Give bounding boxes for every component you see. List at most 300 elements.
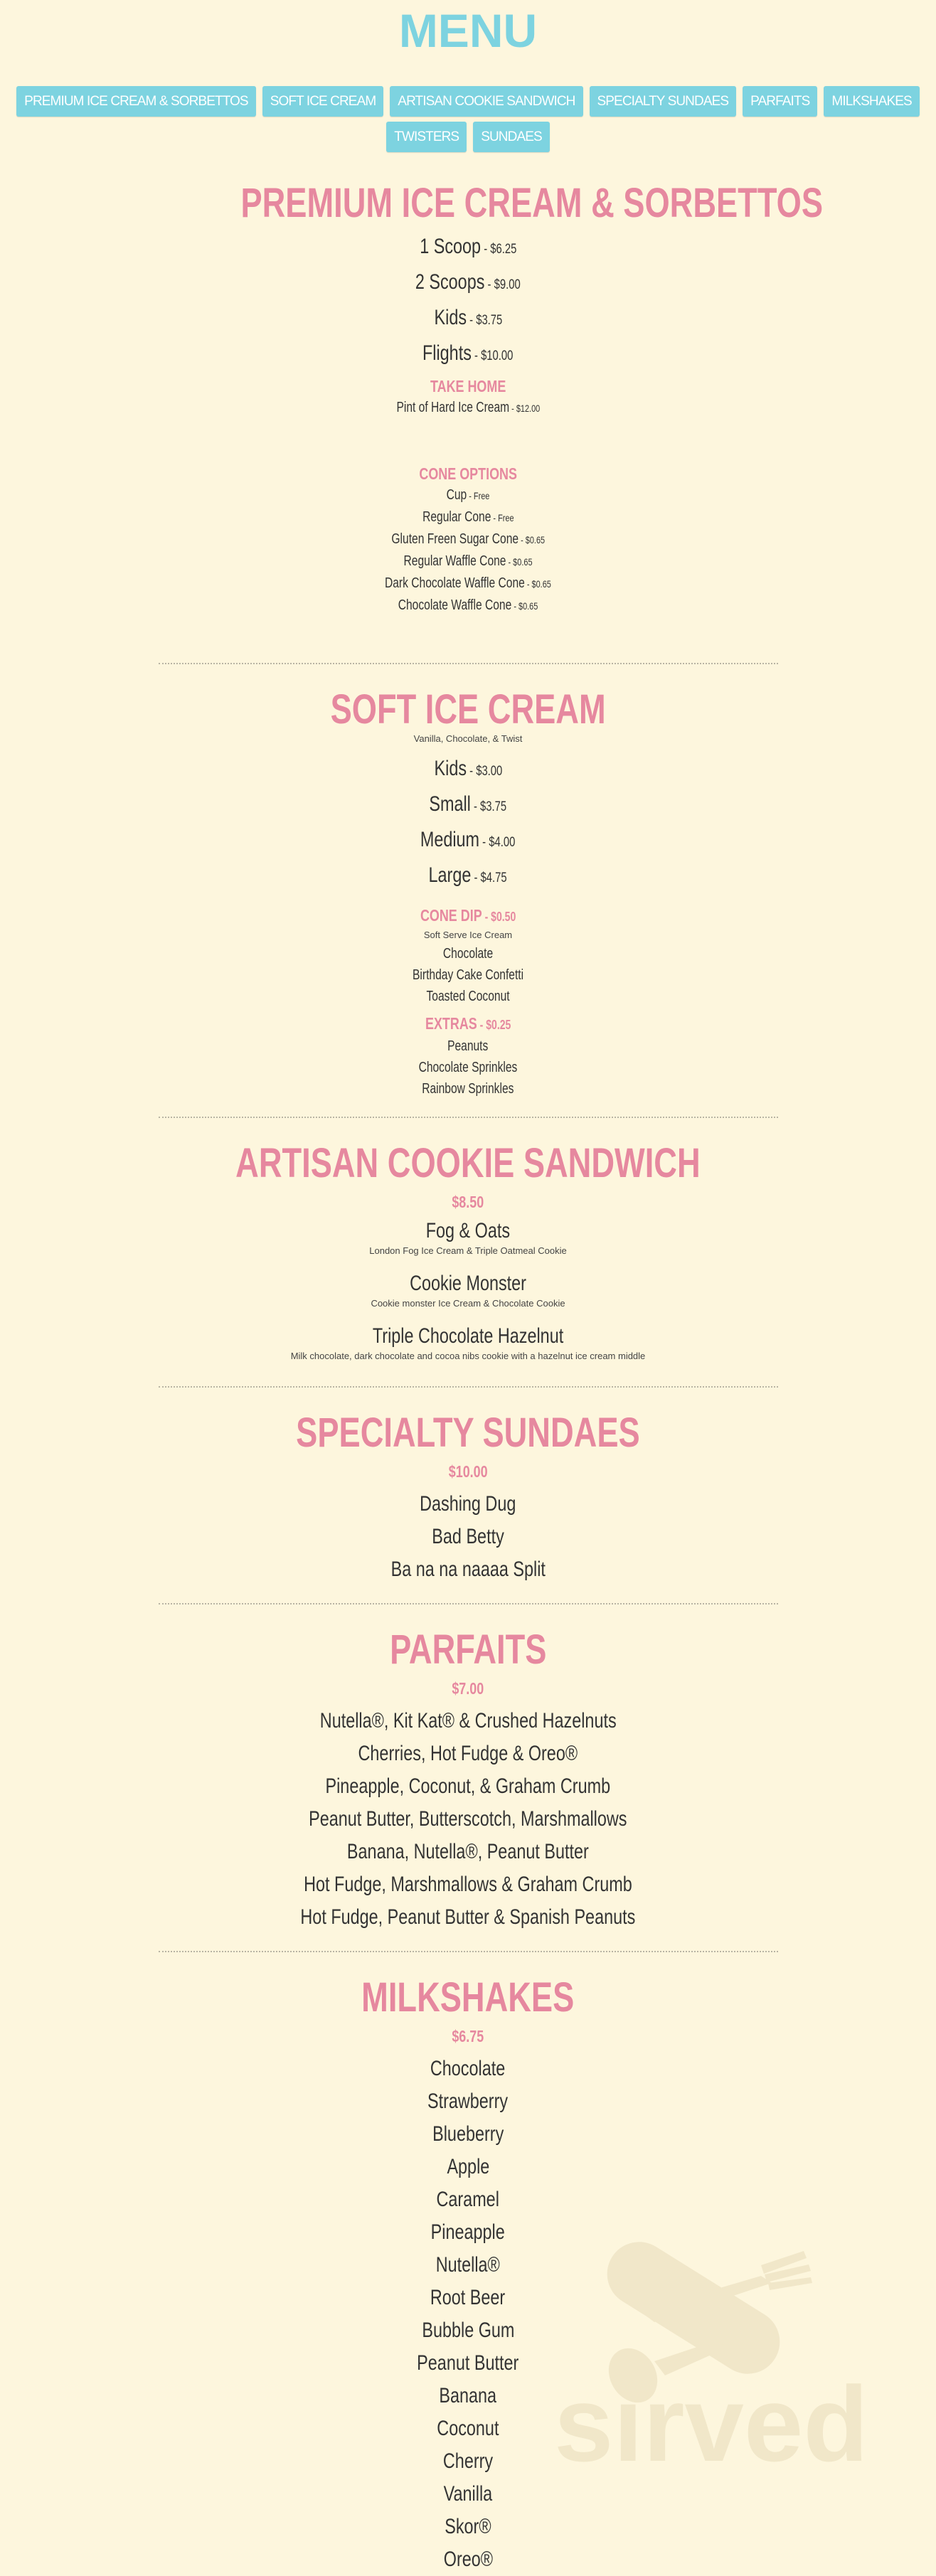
- condensed-text: [415, 266, 521, 302]
- menu-item-name: Apple: [447, 2155, 489, 2178]
- menu-item: [159, 1836, 778, 1868]
- menu-item-name: Toasted Coconut: [426, 989, 510, 1004]
- condensed-text: [301, 1901, 636, 1934]
- group-heading-text: CONE OPTIONS: [419, 464, 517, 483]
- menu-item-name: Kids: [434, 306, 467, 329]
- menu-item-name-row: [159, 2347, 778, 2380]
- menu-item-name-row: [159, 2183, 778, 2216]
- menu-item: [159, 859, 778, 895]
- menu-item-name: Pint of Hard Ice Cream: [396, 400, 509, 415]
- condensed-text: [426, 986, 509, 1007]
- menu-item-name-row: [159, 528, 778, 550]
- menu-item-name-row: [159, 2314, 778, 2347]
- menu-item-name: Fog & Oats: [425, 1219, 511, 1242]
- menu-item-name-row: [159, 484, 778, 506]
- condensed-text: [452, 1191, 484, 1213]
- section-title: [159, 1412, 778, 1454]
- menu-item: [159, 1057, 778, 1078]
- section-title: [159, 1976, 778, 2019]
- menu-item-name: Vanilla: [443, 2482, 493, 2506]
- condensed-text: [437, 2412, 499, 2445]
- menu-item-name-row: [159, 1803, 778, 1836]
- menu-item: [159, 1553, 778, 1586]
- group-heading: [159, 376, 778, 397]
- menu-item: [159, 573, 778, 595]
- menu-item: [159, 2347, 778, 2380]
- menu-item-name: Hot Fudge, Marshmallows & Graham Crumb: [304, 1873, 632, 1896]
- menu-item-name: Chocolate: [430, 2057, 506, 2080]
- menu-item-name: Large: [428, 863, 472, 887]
- condensed-text: [296, 1412, 639, 1454]
- group-heading-price-value: $0.50: [491, 910, 516, 924]
- menu-item: [159, 2118, 778, 2151]
- menu-item: [159, 752, 778, 788]
- menu-item: [159, 484, 778, 506]
- menu-item: [159, 1901, 778, 1934]
- condensed-text: [447, 2151, 489, 2183]
- menu-item-name-row: [159, 1705, 778, 1737]
- menu-group: [159, 1705, 778, 1934]
- section-title-text: PREMIUM ICE CREAM & SORBETTOS: [240, 180, 823, 226]
- menu-item-name-row: [159, 1737, 778, 1770]
- menu-item-name-row: [159, 573, 778, 595]
- menu-item-name-row: [159, 2380, 778, 2412]
- menu-item-name-row: [159, 1901, 778, 1934]
- section-title: [159, 180, 823, 226]
- condensed-text: [426, 1218, 510, 1244]
- condensed-text: [373, 1324, 563, 1349]
- menu-item: [159, 2412, 778, 2445]
- menu-item-name-row: [159, 550, 778, 573]
- menu-item: [159, 506, 778, 528]
- menu-item: [159, 788, 778, 824]
- condensed-text: [309, 1803, 627, 1836]
- menu-item-name: Peanuts: [447, 1038, 489, 1054]
- condensed-text: [413, 964, 523, 986]
- menu-item: [159, 1218, 778, 1258]
- section-title-text: SOFT ICE CREAM: [330, 686, 606, 733]
- menu-item-name-row: [159, 230, 778, 266]
- section-title: [159, 688, 778, 731]
- section-artisan-cookie-sandwich: [159, 1142, 778, 1388]
- menu-item-name: Cherries, Hot Fudge & Oreo®: [358, 1742, 578, 1765]
- menu-item-name-row: [159, 752, 778, 788]
- group-heading-text: CONE DIP: [420, 906, 482, 925]
- menu-item-price-value: Free: [473, 490, 490, 501]
- menu-item: [159, 1803, 778, 1836]
- condensed-text: [425, 1013, 511, 1036]
- menu-item: [159, 2445, 778, 2478]
- menu-item-name: Root Beer: [430, 2286, 506, 2309]
- condensed-text: [447, 484, 490, 506]
- section-price-text: $8.50: [452, 1193, 484, 1211]
- group-heading: [159, 1013, 778, 1036]
- menu-item: [159, 986, 778, 1007]
- condensed-text: [432, 1521, 504, 1553]
- menu-item: [159, 943, 778, 964]
- menu-item-description: Cookie monster Ice Cream & Chocolate Cookie: [371, 1298, 565, 1309]
- watermark-text: sirved: [554, 2364, 868, 2468]
- menu-item: [159, 1737, 778, 1770]
- nav-button-sundaes[interactable]: SUNDAES: [473, 122, 550, 152]
- menu-item-name: Coconut: [437, 2417, 499, 2440]
- menu-item-name: Banana: [439, 2384, 497, 2407]
- menu-item-price: - $6.25: [480, 242, 517, 257]
- section-divider: [159, 1386, 778, 1388]
- menu-item: [159, 964, 778, 986]
- section-title: [159, 1629, 778, 1671]
- menu-item-description: Milk chocolate, dark chocolate and cocoa nibs cookie with a hazelnut ice cream middle: [290, 1351, 646, 1361]
- menu-item-price: - $3.75: [471, 799, 507, 814]
- menu-item: [159, 2216, 778, 2249]
- condensed-text: [320, 1705, 617, 1737]
- menu-item-description: London Fog Ice Cream & Triple Oatmeal Cookie: [369, 1245, 567, 1256]
- condensed-text: [410, 1271, 526, 1297]
- menu-item: [159, 2380, 778, 2412]
- menu-group: [159, 376, 778, 419]
- menu-item: [159, 2053, 778, 2085]
- menu-item: [159, 302, 778, 337]
- menu-item-name-row: [159, 2511, 778, 2543]
- condensed-text: [452, 1678, 484, 1699]
- menu-item-name-row: [159, 1057, 778, 1078]
- condensed-text: [330, 688, 605, 731]
- menu-item-price-value: $12.00: [516, 403, 540, 414]
- menu-item-price: - $9.00: [484, 277, 521, 292]
- menu-item-name-row: [159, 1521, 778, 1553]
- condensed-text: [452, 2026, 484, 2047]
- menu-item-name-row: [159, 788, 778, 824]
- condensed-text: [447, 1036, 488, 1057]
- section-subtitle: Vanilla, Chocolate, & Twist: [413, 733, 523, 744]
- condensed-text: [419, 1057, 518, 1078]
- condensed-text: [358, 1737, 578, 1770]
- group-heading-price-value: $0.25: [486, 1018, 511, 1032]
- menu-item-name-row: [159, 824, 778, 859]
- menu-item-price-value: $4.75: [480, 871, 508, 885]
- condensed-text: [436, 2249, 500, 2282]
- condensed-text: [391, 528, 545, 550]
- menu-item: [159, 595, 778, 617]
- condensed-text: [430, 788, 507, 824]
- menu-item-name-row: [159, 1271, 778, 1297]
- menu-item: [159, 1271, 778, 1311]
- menu-item: [159, 2183, 778, 2216]
- condensed-text: [443, 943, 493, 964]
- menu-item-name: Skor®: [445, 2515, 491, 2538]
- section-price: [159, 1678, 778, 1699]
- menu-item: [159, 1770, 778, 1803]
- menu-item-name-row: [159, 2445, 778, 2478]
- group-heading-text: TAKE HOME: [430, 377, 506, 395]
- menu-item: [159, 2478, 778, 2511]
- menu-group: [159, 1488, 778, 1586]
- menu-item: [159, 2543, 778, 2576]
- menu-item-name-row: [159, 1488, 778, 1521]
- condensed-text: [427, 2085, 508, 2118]
- nav-button-premium-ice-cream-sorbettos[interactable]: PREMIUM ICE CREAM & SORBETTOS: [16, 86, 256, 117]
- menu-item-price: - Free: [491, 512, 514, 523]
- menu-item: [159, 2314, 778, 2347]
- menu-item-name-row: [159, 2118, 778, 2151]
- section-specialty-sundaes: [159, 1412, 778, 1604]
- menu-item: [159, 337, 778, 373]
- menu-item: [159, 2511, 778, 2543]
- condensed-text: [420, 824, 515, 859]
- category-nav: [6, 86, 930, 152]
- condensed-text: [422, 506, 514, 528]
- group-note: Soft Serve Ice Cream: [423, 930, 513, 940]
- menu-group: [159, 463, 778, 617]
- menu-item-name: Cup: [446, 487, 467, 503]
- condensed-text: [430, 2282, 505, 2314]
- menu-item-name: Chocolate Waffle Cone: [398, 597, 512, 613]
- section-premium-ice-cream: [159, 180, 823, 664]
- section-divider: [159, 1117, 778, 1118]
- section-milkshakes: [159, 1976, 778, 2576]
- menu-item-name-row: [159, 2085, 778, 2118]
- condensed-text: [422, 2314, 514, 2347]
- menu-item-name-row: [159, 859, 778, 895]
- menu-item: [159, 1036, 778, 1057]
- menu-item: [159, 528, 778, 550]
- menu-item-price: - $12.00: [509, 403, 540, 414]
- menu-group: [159, 2053, 778, 2576]
- menu-item: [159, 230, 778, 266]
- menu-item-name: Dark Chocolate Waffle Cone: [385, 575, 525, 591]
- menu-item-price-value: $9.00: [494, 277, 521, 292]
- menu-item-name: Medium: [420, 828, 480, 851]
- menu-group: [159, 230, 778, 373]
- condensed-text: [437, 2183, 499, 2216]
- menu-item-name: Ba na na naaaa Split: [390, 1558, 546, 1581]
- group-heading-price: - $0.50: [482, 910, 516, 924]
- condensed-text: [429, 859, 507, 895]
- menu-item-name: Cherry: [442, 2449, 494, 2473]
- menu-item-price: - $4.00: [479, 835, 516, 850]
- menu-item-name: Chocolate Sprinkles: [418, 1060, 518, 1075]
- menu-item-name: Blueberry: [432, 2122, 504, 2146]
- section-price-text: $7.00: [452, 1679, 484, 1698]
- condensed-text: [443, 2543, 492, 2576]
- menu-item-name: Regular Waffle Cone: [403, 553, 506, 569]
- menu-item-name: 1 Scoop: [419, 235, 481, 258]
- section-price: [159, 1461, 778, 1482]
- menu-item-name: Triple Chocolate Hazelnut: [372, 1324, 564, 1348]
- nav-button-twisters[interactable]: TWISTERS: [386, 122, 467, 152]
- condensed-text: [440, 2380, 497, 2412]
- menu-item-name-row: [159, 964, 778, 986]
- menu-item: [159, 1324, 778, 1363]
- menu-item-name-row: [159, 2543, 778, 2576]
- section-title-text: SPECIALTY SUNDAES: [296, 1410, 640, 1456]
- condensed-text: [434, 752, 502, 788]
- menu-item-name: Gluten Freen Sugar Cone: [391, 531, 518, 547]
- menu-item-name-row: [159, 1868, 778, 1901]
- menu-item-name-row: [159, 2478, 778, 2511]
- condensed-text: [235, 1142, 700, 1185]
- menu-item-name-row: [159, 2249, 778, 2282]
- section-title-text: MILKSHAKES: [361, 1974, 575, 2021]
- menu-item-name: Dashing Dug: [420, 1492, 516, 1516]
- menu-item-price-value: $3.75: [475, 313, 502, 328]
- menu-item-name: Nutella®, Kit Kat® & Crushed Hazelnuts: [319, 1709, 617, 1733]
- menu-item-name-row: [159, 506, 778, 528]
- menu-item-name: Peanut Butter: [417, 2351, 519, 2375]
- condensed-text: [361, 1976, 574, 2019]
- menu-item-name-row: [159, 1218, 778, 1244]
- menu-item-name: Flights: [422, 341, 472, 365]
- menu-item-name-row: [159, 1324, 778, 1349]
- menu-item-name: Chocolate: [442, 946, 494, 962]
- menu-item-price: - $10.00: [472, 348, 514, 363]
- menu-item: [159, 266, 778, 302]
- menu-item-name-row: [159, 595, 778, 617]
- menu-item-price-value: Free: [497, 512, 514, 523]
- section-divider: [159, 1603, 778, 1604]
- menu-item-price-value: $10.00: [481, 348, 514, 363]
- nav-button-artisan-cookie-sandwich[interactable]: ARTISAN COOKIE SANDWICH: [390, 86, 583, 117]
- menu-item-name: Kids: [434, 757, 467, 780]
- section-price-text: $6.75: [452, 2027, 484, 2045]
- group-heading: [159, 463, 778, 484]
- menu-item-price: - $4.75: [471, 871, 508, 885]
- menu-item-price-value: $3.75: [480, 799, 507, 814]
- menu-item-price: - Free: [467, 490, 490, 501]
- menu-item: [159, 2151, 778, 2183]
- menu-item: [159, 2282, 778, 2314]
- menu-item: [159, 1488, 778, 1521]
- menu-item-name-row: [159, 266, 778, 302]
- menu-content: [159, 180, 823, 2576]
- menu-item-name-row: [159, 943, 778, 964]
- menu-item-name: Caramel: [436, 2188, 500, 2211]
- menu-item-name: Nutella®: [435, 2253, 501, 2277]
- condensed-text: [326, 1770, 611, 1803]
- menu-item: [159, 1078, 778, 1100]
- condensed-text: [434, 302, 502, 337]
- menu-item-price: - $3.75: [466, 313, 502, 328]
- condensed-text: [420, 1488, 516, 1521]
- menu-item-name: Small: [429, 792, 472, 816]
- condensed-text: [419, 463, 517, 484]
- menu-item-price-value: $0.65: [513, 556, 533, 568]
- nav-button-specialty-sundaes[interactable]: SPECIALTY SUNDAES: [590, 86, 737, 117]
- menu-item-name: Oreo®: [443, 2548, 493, 2571]
- menu-item: [159, 2085, 778, 2118]
- condensed-text: [430, 2053, 505, 2085]
- menu-item-name: Strawberry: [427, 2090, 509, 2113]
- menu-item-name-row: [159, 2151, 778, 2183]
- nav-button-soft-ice-cream[interactable]: SOFT ICE CREAM: [262, 86, 384, 117]
- section-title: [159, 1142, 778, 1185]
- condensed-text: [390, 1629, 546, 1671]
- menu-item-price: - $0.65: [524, 578, 551, 590]
- menu-item: [159, 1521, 778, 1553]
- condensed-text: [390, 1553, 545, 1586]
- menu-item: [159, 824, 778, 859]
- condensed-text: [420, 905, 516, 927]
- menu-item-name: Pineapple: [430, 2220, 506, 2244]
- menu-group: [159, 905, 778, 1007]
- menu-item-price-value: $0.65: [518, 600, 538, 612]
- menu-item-name: Birthday Cake Confetti: [412, 967, 524, 983]
- menu-item-name: Bubble Gum: [421, 2319, 515, 2342]
- menu-item: [159, 2249, 778, 2282]
- menu-item-price: - $3.00: [466, 764, 502, 779]
- menu-item-name-row: [159, 2216, 778, 2249]
- condensed-text: [396, 397, 540, 419]
- nav-button-parfaits[interactable]: PARFAITS: [743, 86, 817, 117]
- menu-item-name: Banana, Nutella®, Peanut Butter: [347, 1840, 589, 1863]
- menu-item-name: Bad Betty: [432, 1525, 504, 1548]
- menu-item-name-row: [159, 1078, 778, 1100]
- condensed-text: [422, 337, 513, 373]
- menu-item-name: Hot Fudge, Peanut Butter & Spanish Peanuts: [300, 1905, 636, 1929]
- condensed-text: [444, 2478, 493, 2511]
- nav-button-milkshakes[interactable]: MILKSHAKES: [824, 86, 919, 117]
- condensed-text: [445, 2511, 491, 2543]
- condensed-text: [420, 230, 516, 266]
- menu-group: [159, 1218, 778, 1363]
- section-price-text: $10.00: [448, 1462, 488, 1481]
- menu-item-price-value: $3.00: [475, 764, 502, 779]
- menu-item-name-row: [159, 986, 778, 1007]
- menu-item-name-row: [159, 1770, 778, 1803]
- section-price: [159, 1191, 778, 1213]
- menu-item-name: Rainbow Sprinkles: [422, 1081, 514, 1097]
- menu-item-name-row: [159, 2412, 778, 2445]
- condensed-text: [432, 2118, 504, 2151]
- menu-item-name-row: [159, 1036, 778, 1057]
- menu-item-price: - $0.65: [511, 600, 538, 612]
- condensed-text: [422, 1078, 514, 1100]
- menu-item-name-row: [159, 1836, 778, 1868]
- section-title-text: ARTISAN COOKIE SANDWICH: [235, 1140, 701, 1186]
- section-soft-ice-cream: [159, 688, 778, 1118]
- menu-item-price: - $0.65: [506, 556, 533, 568]
- menu-item-name-row: [159, 2282, 778, 2314]
- condensed-text: [431, 2216, 505, 2249]
- menu-group: [159, 1013, 778, 1100]
- menu-item: [159, 1868, 778, 1901]
- page-title: MENU: [398, 4, 538, 57]
- menu-item-name: 2 Scoops: [415, 270, 485, 294]
- menu-item-name: Cookie Monster: [410, 1272, 526, 1295]
- section-divider: [159, 1951, 778, 1952]
- menu-item-price-value: $6.25: [489, 242, 517, 257]
- condensed-text: [443, 2445, 493, 2478]
- section-title-text: PARFAITS: [389, 1627, 547, 1673]
- condensed-text: [403, 550, 532, 573]
- condensed-text: [430, 376, 506, 397]
- condensed-text: [398, 595, 538, 617]
- menu-item-name-row: [159, 302, 778, 337]
- menu-item-name: Peanut Butter, Butterscotch, Marshmallows: [309, 1807, 627, 1831]
- group-heading: [159, 905, 778, 927]
- section-parfaits: [159, 1629, 778, 1952]
- section-divider: [159, 663, 778, 664]
- condensed-text: [240, 182, 823, 225]
- menu-item-price-value: $0.65: [531, 578, 551, 590]
- condensed-text: [449, 1461, 488, 1482]
- menu-item-name-row: [159, 1553, 778, 1586]
- section-price: [159, 2026, 778, 2047]
- menu-item-name-row: [159, 337, 778, 373]
- menu-item: [159, 397, 778, 419]
- menu-item: [159, 1705, 778, 1737]
- group-heading-text: EXTRAS: [425, 1014, 477, 1033]
